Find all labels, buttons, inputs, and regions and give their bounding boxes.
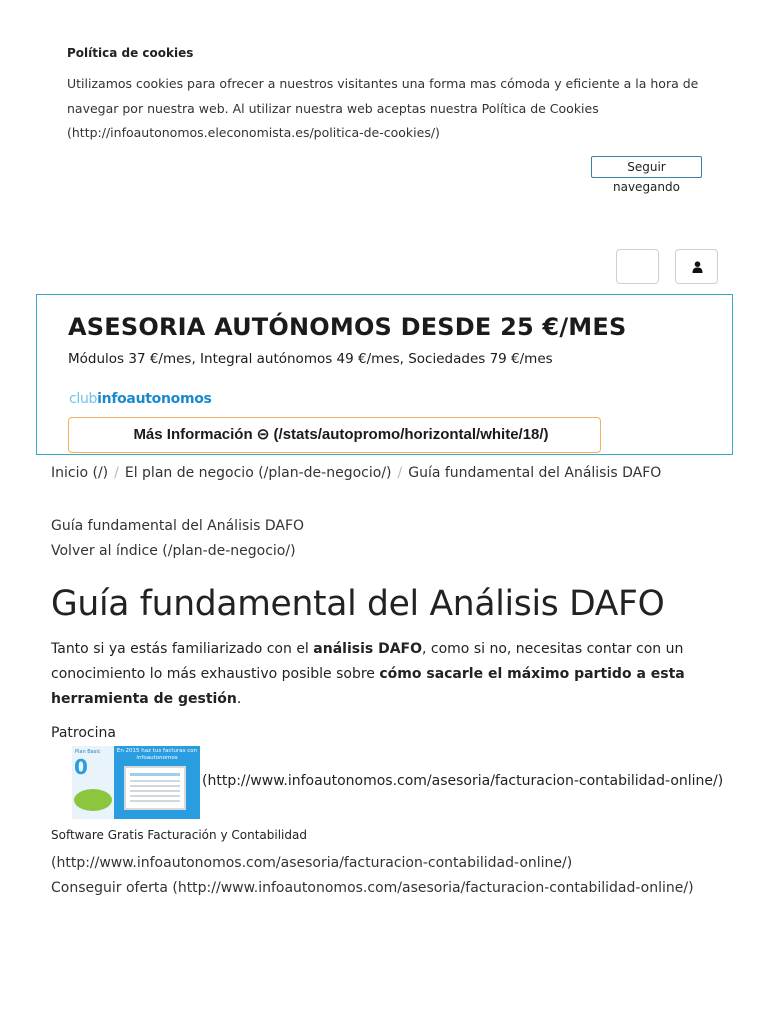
intro-bold-2: cómo sacarle el máximo partido a esta herramienta de gestión (51, 666, 685, 707)
user-icon (692, 261, 703, 273)
ad-green-badge (74, 789, 112, 811)
menu-button[interactable] (616, 249, 659, 284)
breadcrumb-home[interactable]: Inicio (/) (51, 465, 109, 481)
intro-text-1: Tanto si ya estás familiarizado con el (51, 641, 314, 657)
logo-prefix: club (69, 391, 98, 407)
banner-subtitle: Módulos 37 €/mes, Integral autónomos 49 €/mes, Sociedades 79 €/mes (68, 351, 553, 367)
page-title: Guía fundamental del Análisis DAFO (51, 584, 665, 624)
intro-text-3: . (236, 691, 242, 707)
ad-big-zero: 0 (74, 755, 88, 779)
club-infoautonomos-logo (69, 391, 212, 407)
breadcrumb (51, 465, 661, 481)
ad-plan-text: Plan Basic (75, 749, 101, 755)
ad-screen-mockup (124, 766, 186, 810)
promo-banner (36, 294, 733, 455)
software-label: Software Gratis Facturación y Contabilidad (51, 828, 307, 842)
banner-title: ASESORIA AUTÓNOMOS DESDE 25 €/MES (68, 313, 627, 341)
intro-text-2: , como si no, necesitas contar con un conocimiento lo más exhaustivo posible sobre (51, 641, 684, 682)
breadcrumb-business-plan[interactable]: El plan de negocio (/plan-de-negocio/) (124, 465, 392, 481)
intro-paragraph (51, 637, 711, 712)
guide-label: Guía fundamental del Análisis DAFO (51, 518, 305, 534)
breadcrumb-separator: / (397, 465, 403, 481)
sponsor-label: Patrocina (51, 725, 116, 741)
user-account-button[interactable] (675, 249, 718, 284)
intro-bold-1: análisis DAFO (313, 641, 422, 657)
sponsor-link[interactable]: (http://www.infoautonomos.com/asesoria/facturacion-contabilidad-online/) (202, 773, 724, 789)
more-info-button[interactable]: Más Información ⊝ (/stats/autopromo/horizontal/white/18/) (68, 417, 601, 453)
breadcrumb-current: Guía fundamental del Análisis DAFO (408, 465, 662, 481)
cookie-policy-text: Utilizamos cookies para ofrecer a nuestros visitantes una forma mas cómoda y eficiente a la hora de navegar por nuestra web. Al utilizar nuestra web aceptas nuestra Política de Cookies (http://infoautonomos.eleconomista.es/politica-de-cookies/) (67, 76, 699, 140)
sponsor-ad-image[interactable] (72, 746, 200, 819)
software-url-link[interactable]: (http://www.infoautonomos.com/asesoria/facturacion-contabilidad-online/) (51, 855, 573, 871)
ad-promo-text: En 2015 haz tus facturas con infoautonomos (116, 748, 198, 761)
breadcrumb-separator: / (114, 465, 119, 481)
back-to-index-link[interactable]: Volver al índice (/plan-de-negocio/) (51, 543, 296, 559)
continue-browsing-button[interactable]: Seguir navegando (591, 156, 702, 178)
cookie-policy-title: Política de cookies (67, 46, 194, 60)
get-offer-link[interactable]: Conseguir oferta (http://www.infoautonomos.com/asesoria/facturacion-contabilidad-online/) (51, 880, 694, 896)
logo-suffix: infoautonomos (97, 391, 212, 407)
